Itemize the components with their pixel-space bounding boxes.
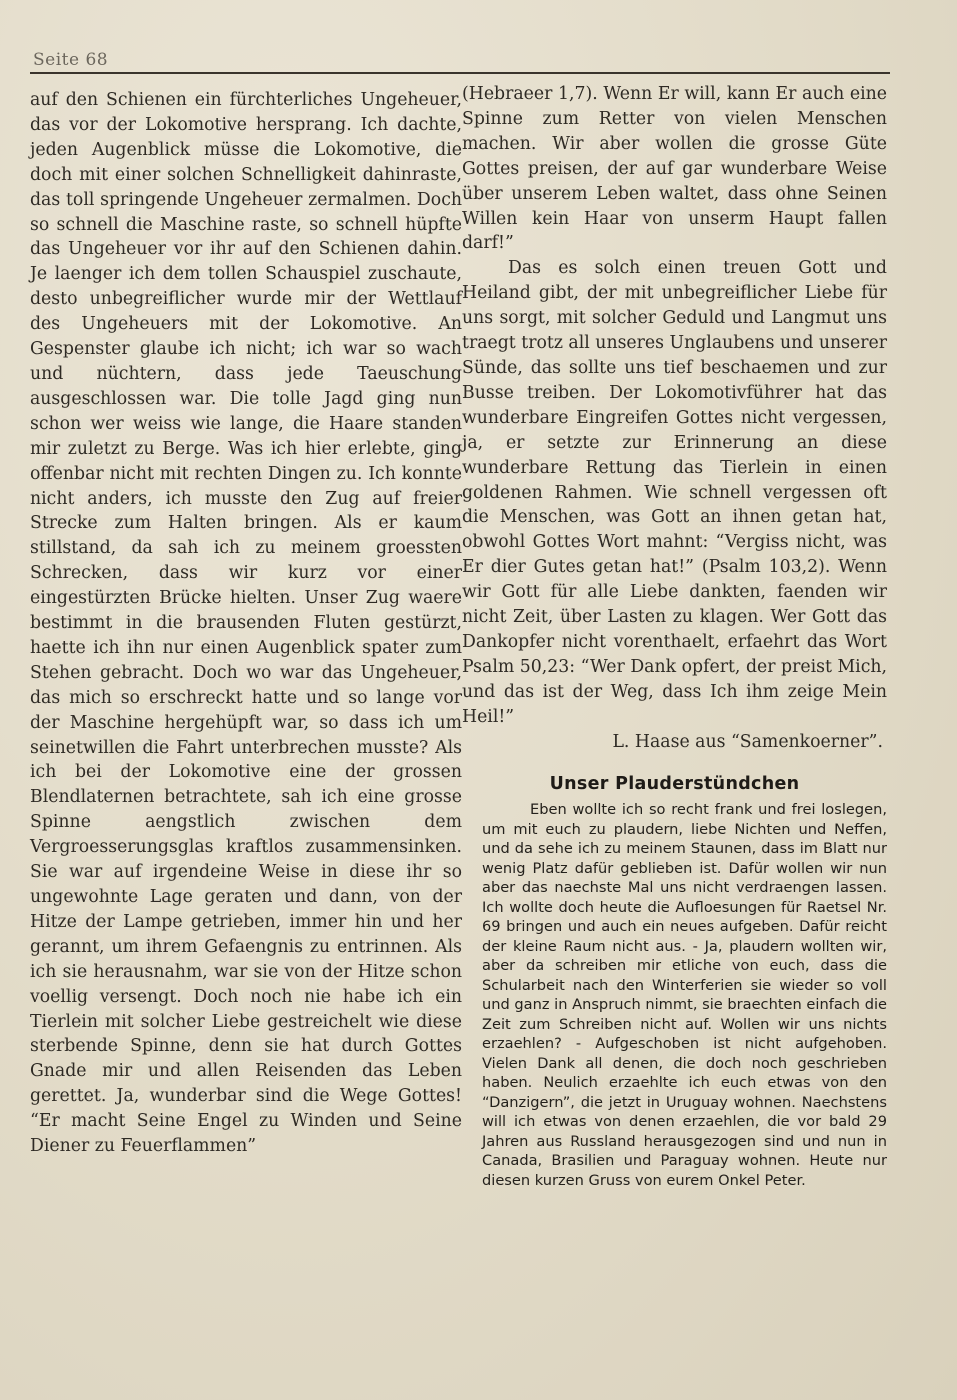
page-number: Seite 68 xyxy=(33,50,109,70)
section-text: Eben wollte ich so recht frank und frei loslegen, um mit euch zu plaudern, liebe Nichten und Neffen, und da sehe ich zu meinem Staunen, dass im Blatt nur wenig Platz dafür geblieben ist. Dafür wollen wir nun aber das naechste Mal uns nicht verdraengen lassen. Ich wollte doch heute die Aufloesungen für Raetsel Nr. 69 bringen und auch ein neues aufgeben. Dafür reicht der kleine Raum nicht aus. - Ja, plaudern wollten wir, aber da schreiben mir etliche von euch, dass die Schularbeit nach den Winterferien sie wieder so voll und ganz in Anspruch nimmt, sie braechten einfach die Zeit zum Schreiben nicht auf. Wollen wir uns nichts erzaehlen? - Aufgeschoben ist nicht aufgehoben. Vielen Dank all denen, die doch noch geschrieben haben. Neulich erzaehlte ich euch etwas von den “Danzigern”, die jetzt in Uruguay wohnen. Naechstens will ich etwas von denen erzaehlen, die vor bald 29 Jahren aus Russland herausgezogen sind und nun in Canada, Brasilien und Paraguay wohnen. Heute nur diesen kurzen Gruss von eurem Onkel Peter. xyxy=(482,801,887,1189)
story-ending: (Hebraeer 1,7). Wenn Er will, kann Er auch eine Spinne zum Retter von vielen Menschen machen. Wir aber wollen die grosse Güte Gottes preisen, der auf gar wunderbare Weise über unserem Leben waltet, dass ohne Seinen Willen kein Haar von unserm Haupt fallen darf!” xyxy=(462,84,887,254)
page-header xyxy=(30,50,890,78)
story-continuation: auf den Schienen ein fürchterliches Ungeheuer, das vor der Lokomotive hersprang. Ich dachte, jeden Augenblick müsse die Lokomotive, die doch mit einer solchen Schnelligkeit dahinraste, das toll springende Ungeheuer zermalmen. Doch so schnell die Maschine raste, so schnell hüpfte das Ungeheuer vor ihr auf den Schienen dahin. Je laenger ich dem tollen Schauspiel zuschaute, desto unbegreiflicher wurde mir der Wettlauf des Ungeheuers mit der Lokomotive. An Gespenster glaube ich nicht; ich war so wach und nüchtern, dass jede Taeuschung ausgeschlossen war. Die tolle Jagd ging nun schon wer weiss wie lange, die Haare standen mir zuletzt zu Berge. Was ich hier erlebte, ging offenbar nicht mit rechten Dingen zu. Ich konnte nicht anders, ich musste den Zug auf freier Strecke zum Halten bringen. Als er kaum stillstand, da sah ich zu meinem groessten Schrecken, dass wir kurz vor einer eingestürzten Brücke hielten. Unser Zug waere bestimmt in die brausenden Fluten gestürzt, haette ich ihn nur einen Augenblick spater zum Stehen gebracht. Doch wo war das Ungeheuer, das mich so erschreckt hatte und so lange vor der Maschine hergehüpft war, so dass ich um seinetwillen die Fahrt unterbrechen musste? Als ich bei der Lokomotive eine der grossen Blendlaternen betrachtete, sah ich eine grosse Spinne aengstlich zwischen dem Vergroesserungsglas kraftlos zusammensinken. Sie war auf irgendeine Weise in diese ihr so ungewohnte Lage geraten und dann, von der Hitze der Lampe getrieben, immer hin und her gerannt, um ihrem Gefaengnis zu entrinnen. Als ich sie herausnahm, war sie von der Hitze schon voellig versengt. Doch noch nie habe ich ein Tierlein mit solcher Liebe gestreichelt wie diese sterbende Spinne, denn sie hat durch Gottes Gnade mir und allen Reisenden das Leben gerettet. Ja, wunderbar sind die Wege Gottes! “Er macht Seine Engel zu Winden und Seine Diener zu Feuerflammen” xyxy=(30,90,462,1157)
reflection-paragraph: Das es solch einen treuen Gott und Heiland gibt, der mit unbegreiflicher Liebe für uns sorgt, mit solcher Geduld und Langmut uns traegt trotz all unseres Unglaubens und unserer Sünde, das sollte uns tief beschaemen und zur Busse treiben. Der Lokomotivführer hat das wunderbare Eingreifen Gottes nicht vergessen, ja, er setzte zur Erinnerung an diese wunderbare Rettung das Tierlein in einen goldenen Rahmen. Wie schnell vergessen oft die Menschen, was Gott an ihnen getan hat, obwohl Gottes Wort mahnt: “Vergiss nicht, was Er dier Gutes getan hat!” (Psalm 103,2). Wenn wir Gott für alle Liebe dankten, faenden wir nicht Zeit, über Lasten zu klagen. Wer Gott das Dankopfer nicht vorenthaelt, erfaehrt das Wort Psalm 50,23: “Wer Dank opfert, der preist Mich, und das ist der Weg, dass Ich ihm zeige Mein Heil!” xyxy=(462,258,887,727)
left-column xyxy=(30,88,462,1159)
right-column xyxy=(462,82,887,1190)
header-rule xyxy=(30,72,890,74)
section-title: Unser Plauderstündchen xyxy=(549,774,800,795)
author-signature: L. Haase aus “Samenkoerner”. xyxy=(612,731,883,752)
